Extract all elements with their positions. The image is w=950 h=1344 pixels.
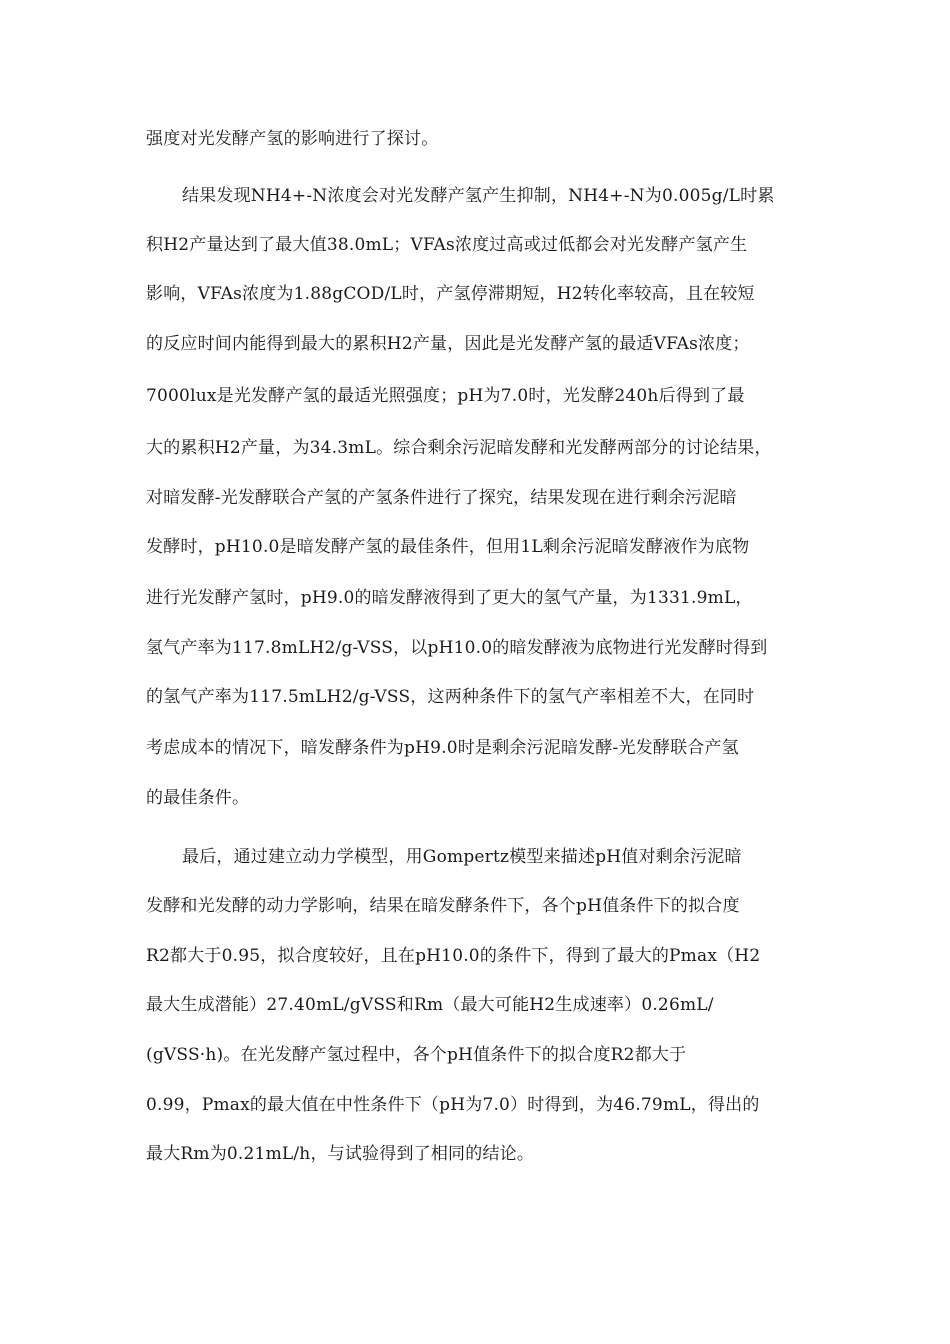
paragraph-2-line-5: 7000lux是光发酵产氢的最适光照强度；pH为7.0时，光发酵240h后得到了最 <box>146 386 745 406</box>
paragraph-2-line-11: 的氢气产率为117.5mLH2/g-VSS，这两种条件下的氢气产率相差不大，在同时 <box>146 687 755 707</box>
paragraph-2-line-6: 大的累积H2产量，为34.3mL。综合剩余污泥暗发酵和光发酵两部分的讨论结果， <box>146 438 772 458</box>
paragraph-3-line-6: 0.99，Pmax的最大值在中性条件下（pH为7.0）时得到，为46.79mL，得出的 <box>146 1095 760 1115</box>
paragraph-2-line-13: 的最佳条件。 <box>146 788 250 808</box>
paragraph-3-line-1: 最后，通过建立动力学模型，用Gompertz模型来描述pH值对剩余污泥暗 <box>182 847 742 867</box>
paragraph-2-line-10: 氢气产率为117.8mLH2/g-VSS，以pH10.0的暗发酵液为底物进行光发酵时得到 <box>146 638 768 658</box>
paragraph-3-line-3: R2都大于0.95，拟合度较好，且在pH10.0的条件下，得到了最大的Pmax（H2 <box>146 946 761 966</box>
paragraph-3-line-5: (gVSS·h)。在光发酵产氢过程中，各个pH值条件下的拟合度R2都大于 <box>146 1045 687 1065</box>
paragraph-2-line-4: 的反应时间内能得到最大的累积H2产量，因此是光发酵产氢的最适VFAs浓度； <box>146 334 750 354</box>
paragraph-2-line-1: 结果发现NH4+-N浓度会对光发酵产氢产生抑制，NH4+-N为0.005g/L时累 <box>182 186 775 206</box>
paragraph-3-line-4: 最大生成潜能）27.40mL/gVSS和Rm（最大可能H2生成速率）0.26mL/ <box>146 995 714 1015</box>
text-line-1: 强度对光发酵产氢的影响进行了探讨。 <box>146 129 439 149</box>
paragraph-2-line-7: 对暗发酵-光发酵联合产氢的产氢条件进行了探究，结果发现在进行剩余污泥暗 <box>146 488 737 508</box>
paragraph-2-line-12: 考虑成本的情况下，暗发酵条件为pH9.0时是剩余污泥暗发酵-光发酵联合产氢 <box>146 738 739 758</box>
paragraph-3-line-7: 最大Rm为0.21mL/h，与试验得到了相同的结论。 <box>146 1144 535 1164</box>
paragraph-2-line-2: 积H2产量达到了最大值38.0mL；VFAs浓度过高或过低都会对光发酵产氢产生 <box>146 235 748 255</box>
paragraph-3-line-2: 发酵和光发酵的动力学影响，结果在暗发酵条件下，各个pH值条件下的拟合度 <box>146 896 740 916</box>
paragraph-2-line-9: 进行光发酵产氢时，pH9.0的暗发酵液得到了更大的氢气产量，为1331.9mL， <box>146 588 753 608</box>
paragraph-2-line-3: 影响，VFAs浓度为1.88gCOD/L时，产氢停滞期短，H2转化率较高，且在较短 <box>146 284 755 304</box>
paragraph-2-line-8: 发酵时，pH10.0是暗发酵产氢的最佳条件，但用1L剩余污泥暗发酵液作为底物 <box>146 537 750 557</box>
